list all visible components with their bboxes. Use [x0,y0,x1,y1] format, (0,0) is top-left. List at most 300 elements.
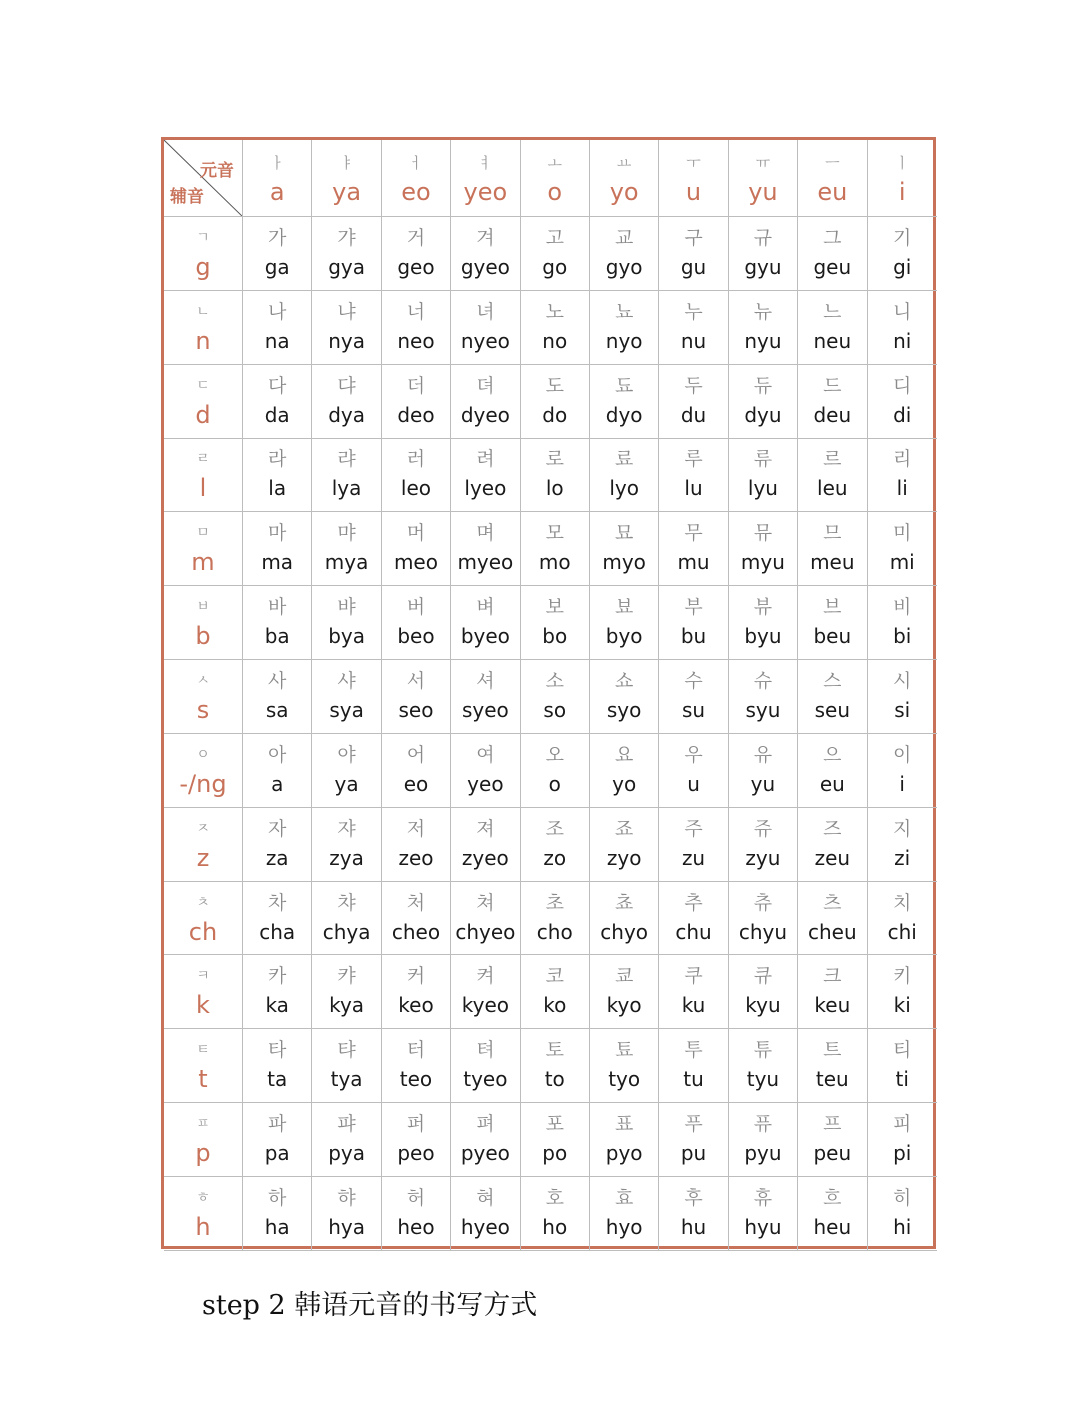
jamo-text: 미 [893,522,912,545]
vowel-header [798,140,867,217]
romanization-text: tu [683,1067,704,1092]
romanization-text: pu [680,1141,707,1166]
jamo-text: 쟈 [337,817,356,840]
jamo-text: 지 [893,817,912,840]
jamo-text: 라 [268,448,287,471]
jamo-text: 녀 [476,300,495,323]
jamo-text: 수 [684,669,703,692]
syllable-cell [798,586,867,660]
consonant-header [164,512,243,586]
jamo-text: 사 [268,669,287,692]
romanization-text: gyu [744,254,782,279]
romanization-text: ga [264,254,290,279]
romanization-text: seu [814,697,851,722]
romanization-text: bo [542,624,568,649]
jamo-text: 댜 [337,374,356,397]
jamo-text: 져 [476,817,495,840]
romanization-text: heo [397,1214,435,1239]
romanization-text: z [196,843,210,872]
romanization-text: ha [264,1214,290,1239]
jamo-text: 리 [893,448,912,471]
romanization-text: deu [813,402,852,427]
jamo-text: 다 [268,374,287,397]
romanization-text: seo [398,697,434,722]
romanization-text: u [685,177,702,206]
jamo-text: 며 [476,522,495,545]
romanization-text: keu [814,993,851,1018]
syllable-cell [868,660,937,734]
jamo-text: 푸 [684,1113,703,1136]
syllable-cell [659,512,728,586]
consonant-header [164,808,243,882]
romanization-text: so [543,697,567,722]
jamo-text: 뵤 [614,596,634,619]
romanization-text: zyo [606,845,642,870]
consonant-header [164,660,243,734]
romanization-text: ma [261,550,294,575]
syllable-cell [243,734,312,808]
jamo-text: 서 [406,669,426,692]
jamo-text: 치 [893,891,912,914]
syllable-cell [312,1177,381,1251]
romanization-text: gu [680,254,707,279]
romanization-text: pyo [605,1141,643,1166]
romanization-text: pya [328,1141,365,1166]
syllable-cell [798,439,867,513]
romanization-text: eo [403,771,429,796]
romanization-text: lyu [747,476,778,501]
jamo-text: 츠 [823,891,842,914]
syllable-cell [451,882,520,956]
romanization-text: u [687,771,700,796]
jamo-text: ㅠ [755,153,771,172]
syllable-cell [521,291,590,365]
romanization-text: pa [264,1141,290,1166]
romanization-text: nyu [744,328,782,353]
romanization-text: neu [813,328,852,353]
romanization-text: myu [740,550,785,575]
syllable-cell [729,882,798,956]
syllable-cell [382,512,451,586]
syllable-cell [451,439,520,513]
syllable-cell [868,217,937,291]
romanization-text: nya [328,328,365,353]
jamo-text: 커 [406,965,426,988]
syllable-cell [521,1177,590,1251]
jamo-text: 으 [823,743,842,766]
syllable-cell [798,1177,867,1251]
romanization-text: hyo [605,1214,643,1239]
jamo-text: 처 [406,891,426,914]
jamo-text: 기 [893,226,912,249]
consonant-header [164,439,243,513]
romanization-text: i [898,177,906,206]
syllable-cell [659,365,728,439]
jamo-text: 구 [684,226,703,249]
jamo-text: 추 [684,891,703,914]
jamo-text: 도 [545,374,564,397]
jamo-text: 후 [684,1186,703,1209]
syllable-cell [451,1103,520,1177]
syllable-cell [521,217,590,291]
romanization-text: nu [680,328,707,353]
romanization-text: to [544,1067,565,1092]
romanization-text: hyu [744,1214,782,1239]
syllable-cell [382,586,451,660]
jamo-text: 누 [684,300,703,323]
syllable-cell [243,660,312,734]
jamo-text: 투 [684,1039,703,1062]
jamo-text: 퍄 [337,1113,356,1136]
jamo-text: ㅁ [196,525,210,542]
vowel-header [521,140,590,217]
romanization-text: cho [536,919,573,944]
romanization-text: peo [397,1141,435,1166]
romanization-text: meo [393,550,438,575]
romanization-text: yo [609,177,639,206]
romanization-text: da [264,402,290,427]
syllable-cell [798,660,867,734]
syllable-cell [590,1103,659,1177]
jamo-text: ㅑ [339,153,354,172]
jamo-text: 쥬 [753,817,773,840]
jamo-text: 히 [893,1186,912,1209]
romanization-text: chi [887,919,917,944]
syllable-cell [590,512,659,586]
romanization-text: gya [328,254,365,279]
jamo-text: ㅌ [196,1042,210,1059]
syllable-cell [868,1103,937,1177]
jamo-text: 뇨 [614,300,634,323]
romanization-text: neo [397,328,435,353]
vowel-header [382,140,451,217]
romanization-text: chyeo [455,919,516,944]
syllable-cell [382,955,451,1029]
syllable-cell [521,1103,590,1177]
romanization-text: yeo [467,771,504,796]
jamo-text: 저 [406,817,426,840]
vowel-header [451,140,520,217]
syllable-cell [798,512,867,586]
syllable-cell [590,808,659,882]
romanization-text: ki [893,993,911,1018]
romanization-text: cha [259,919,296,944]
syllable-cell [868,882,937,956]
romanization-text: byo [605,624,643,649]
syllable-cell [451,217,520,291]
syllable-cell [659,955,728,1029]
syllable-cell [243,955,312,1029]
syllable-cell [868,439,937,513]
jamo-text: 자 [268,817,287,840]
romanization-text: byu [744,624,782,649]
syllable-cell [868,512,937,586]
syllable-cell [729,512,798,586]
syllable-cell [659,882,728,956]
jamo-text: ㅜ [686,153,701,172]
romanization-text: i [899,771,905,796]
jamo-text: 보 [545,596,564,619]
jamo-text: 프 [823,1113,842,1136]
jamo-text: 표 [614,1113,634,1136]
romanization-text: tyeo [463,1067,508,1092]
romanization-text: pi [893,1141,912,1166]
jamo-text: 유 [753,743,773,766]
jamo-text: 야 [337,743,356,766]
syllable-cell [521,512,590,586]
romanization-text: zo [543,845,567,870]
jamo-text: 벼 [476,596,495,619]
romanization-text: si [894,697,911,722]
consonant-header [164,365,243,439]
syllable-cell [798,1029,867,1103]
jamo-text: 소 [545,669,564,692]
jamo-text: 느 [823,300,842,323]
syllable-cell [659,1177,728,1251]
romanization-text: zya [329,845,364,870]
jamo-text: 티 [893,1039,912,1062]
jamo-text: 뉴 [753,300,773,323]
romanization-text: gi [893,254,912,279]
romanization-text: h [195,1212,211,1241]
jamo-text: 디 [893,374,912,397]
jamo-text: 냐 [337,300,356,323]
jamo-text: ㄴ [196,303,210,320]
romanization-text: bi [893,624,912,649]
syllable-cell [521,586,590,660]
jamo-text: 슈 [753,669,773,692]
jamo-text: 이 [893,743,912,766]
jamo-text: 그 [823,226,842,249]
syllable-cell [382,291,451,365]
jamo-text: ㅕ [478,153,493,172]
syllable-cell [868,955,937,1029]
jamo-text: 주 [684,817,703,840]
romanization-text: di [893,402,912,427]
syllable-cell [729,365,798,439]
consonant-axis-label: 辅音 [170,187,204,207]
romanization-text: n [195,326,211,355]
romanization-text: a [269,177,285,206]
jamo-text: 러 [406,448,426,471]
consonant-header [164,734,243,808]
jamo-text: 텨 [476,1039,495,1062]
jamo-text: ㅎ [196,1189,210,1206]
jamo-text: 차 [268,891,287,914]
romanization-text: chu [675,919,712,944]
vowel-header [729,140,798,217]
jamo-text: ㅇ [196,746,210,763]
jamo-text: 시 [893,669,912,692]
jamo-text: 퍼 [406,1113,426,1136]
jamo-text: ㅛ [616,153,632,172]
syllable-cell [312,291,381,365]
romanization-text: tya [330,1067,363,1092]
jamo-text: 쿄 [614,965,634,988]
romanization-text: hu [680,1214,707,1239]
syllable-cell [659,291,728,365]
jamo-text: 터 [406,1039,426,1062]
syllable-cell [868,365,937,439]
jamo-text: 햐 [337,1186,356,1209]
syllable-cell [451,1029,520,1103]
syllable-cell [382,1103,451,1177]
romanization-text: k [196,991,210,1020]
jamo-text: 여 [476,743,495,766]
syllable-cell [312,586,381,660]
syllable-cell [798,955,867,1029]
syllable-cell [868,734,937,808]
jamo-text: 포 [545,1113,564,1136]
romanization-text: eu [817,177,848,206]
syllable-cell [590,217,659,291]
jamo-text: 규 [753,226,773,249]
jamo-text: 피 [893,1113,912,1136]
jamo-text: 무 [684,522,703,545]
romanization-text: ka [265,993,289,1018]
jamo-text: 흐 [823,1186,842,1209]
jamo-text: 조 [545,817,564,840]
jamo-text: 혀 [476,1186,495,1209]
jamo-text: ㅍ [196,1116,210,1133]
syllable-cell [590,291,659,365]
consonant-header [164,291,243,365]
syllable-cell [312,808,381,882]
jamo-text: 나 [268,300,287,323]
romanization-text: za [265,845,289,870]
romanization-text: lu [684,476,703,501]
syllable-cell [590,439,659,513]
romanization-text: gyo [605,254,643,279]
romanization-text: sya [329,697,364,722]
romanization-text: zi [894,845,911,870]
syllable-cell [590,586,659,660]
jamo-text: 마 [268,522,287,545]
syllable-cell [590,734,659,808]
syllable-cell [729,217,798,291]
romanization-text: o [547,177,563,206]
romanization-text: eu [819,771,845,796]
jamo-text: 툐 [614,1039,634,1062]
romanization-text: eo [401,177,431,206]
syllable-cell [451,365,520,439]
syllable-cell [312,882,381,956]
syllable-cell [521,808,590,882]
jamo-text: 쿠 [684,965,703,988]
romanization-text: hi [893,1214,912,1239]
romanization-text: lo [545,476,564,501]
syllable-cell [382,1177,451,1251]
romanization-text: ni [893,328,912,353]
romanization-text: kyeo [461,993,509,1018]
syllable-cell [590,660,659,734]
jamo-text: 머 [406,522,426,545]
romanization-text: yu [750,771,776,796]
romanization-text: myo [602,550,646,575]
jamo-text: 요 [614,743,634,766]
jamo-text: 챠 [337,891,356,914]
romanization-text: o [548,771,561,796]
romanization-text: b [195,622,211,651]
jamo-text: ㅋ [196,968,210,985]
jamo-text: 비 [893,596,912,619]
jamo-text: 너 [406,300,426,323]
syllable-cell [451,955,520,1029]
jamo-text: ㅗ [547,153,562,172]
romanization-text: sa [265,697,289,722]
romanization-text: yu [748,177,778,206]
syllable-cell [243,1103,312,1177]
vowel-header [590,140,659,217]
syllable-cell [521,734,590,808]
romanization-text: leu [817,476,848,501]
jamo-text: 샤 [337,669,356,692]
romanization-text: ya [332,177,362,206]
syllable-cell [243,1177,312,1251]
jamo-text: 휴 [753,1186,773,1209]
jamo-text: 셔 [476,669,495,692]
jamo-text: 쇼 [614,669,634,692]
jamo-text: ㅣ [894,153,910,172]
syllable-cell [590,1029,659,1103]
romanization-text: gyeo [460,254,510,279]
syllable-cell [868,808,937,882]
jamo-text: 캬 [337,965,356,988]
jamo-text: ㄹ [196,451,210,468]
jamo-text: 스 [823,669,842,692]
jamo-text: 켜 [476,965,495,988]
jamo-text: 고 [545,226,564,249]
romanization-text: syu [745,697,781,722]
syllable-cell [590,955,659,1029]
jamo-text: 효 [614,1186,634,1209]
jamo-text: 아 [268,743,287,766]
romanization-text: mi [889,550,915,575]
jamo-text: 더 [406,374,426,397]
jamo-text: 튜 [753,1039,773,1062]
jamo-text: 어 [406,743,426,766]
romanization-text: m [191,548,215,577]
romanization-text: no [542,328,568,353]
syllable-cell [868,1177,937,1251]
consonant-header [164,955,243,1029]
romanization-text: ko [543,993,567,1018]
jamo-text: 호 [545,1186,564,1209]
consonant-header [164,217,243,291]
romanization-text: teo [399,1067,433,1092]
romanization-text: zyu [745,845,781,870]
romanization-text: dya [328,402,365,427]
romanization-text: -/ng [179,769,227,798]
jamo-text: 뮤 [753,522,773,545]
syllable-cell [521,955,590,1029]
romanization-text: nyeo [460,328,510,353]
romanization-text: syo [606,697,642,722]
romanization-text: li [896,476,908,501]
syllable-cell [798,1103,867,1177]
romanization-text: myeo [457,550,514,575]
jamo-text: 니 [893,300,912,323]
romanization-text: zeo [398,845,434,870]
hangul-chart [161,137,936,1249]
jamo-text: 크 [823,965,842,988]
jamo-text: 르 [823,448,842,471]
romanization-text: teu [815,1067,849,1092]
syllable-cell [382,808,451,882]
romanization-text: l [199,474,207,503]
syllable-cell [729,1029,798,1103]
jamo-text: 부 [684,596,703,619]
